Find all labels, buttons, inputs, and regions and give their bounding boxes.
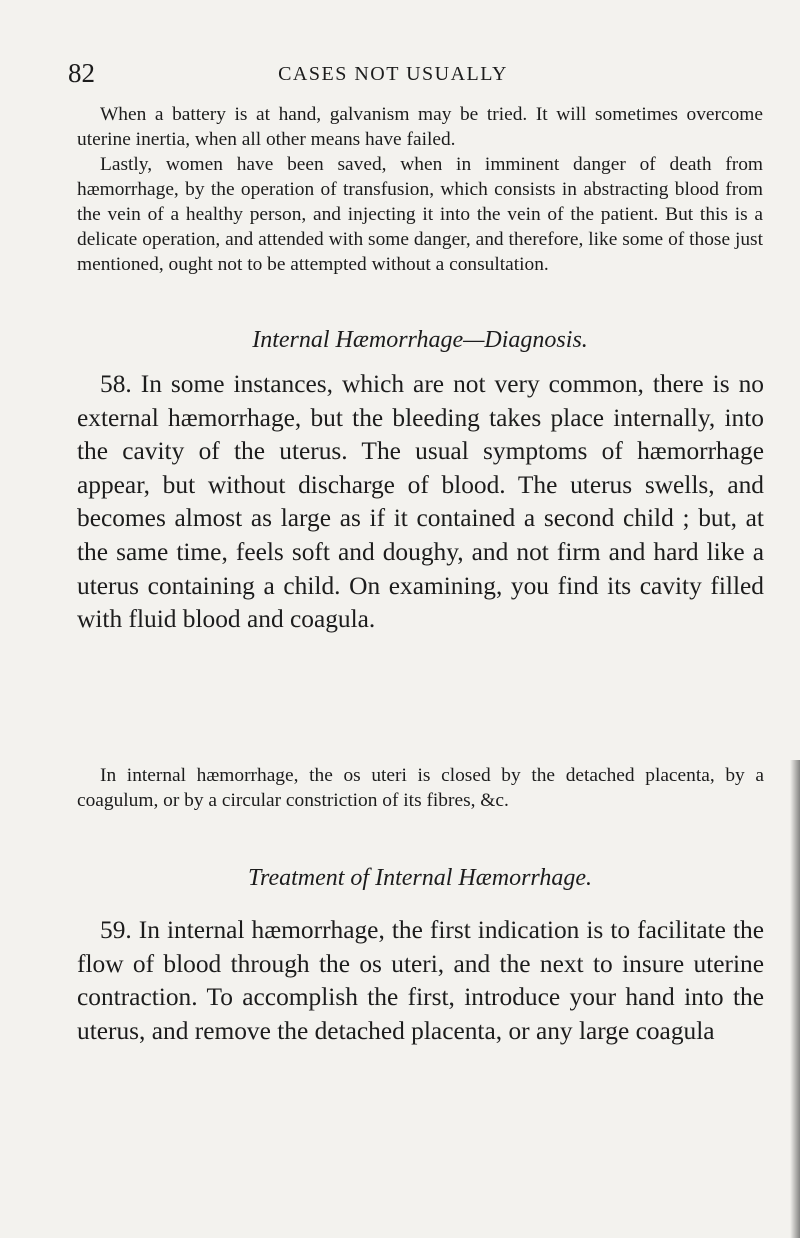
paragraph-58: 58. In some instances, which are not very common, there is no external hæmorrhage, but the bleeding takes place internally, into the cavity of the uterus. The usual symptoms of hæmorrhage appear, but without discharge of blood. The uterus swells, and becomes almost as large as if it contained a second child ; but, at the same time, feels soft and doughy, and not firm and hard like a uterus containing a child. On examining, you find its cavity filled with fluid blood and coagula. — [77, 370, 764, 634]
paragraph-galvanism: When a battery is at hand, galvanism may be tried. It will sometimes overcome uterine inertia, when all other means have failed. — [77, 104, 763, 150]
section-body-diagnosis — [77, 368, 764, 637]
page-number: 82 — [68, 58, 95, 88]
section-body-treatment — [77, 914, 764, 1048]
diagnosis-note — [77, 763, 764, 813]
running-head: CASES NOT USUALLY — [278, 63, 508, 85]
section-heading-treatment: Treatment of Internal Hæmorrhage. — [247, 865, 592, 891]
page-header — [68, 58, 768, 98]
page-edge-shadow — [790, 760, 800, 1238]
note-paragraph: In internal hæmorrhage, the os uteri is closed by the detached placenta, by a coagulum, or by a circular constriction of its fibres, &c. — [77, 765, 764, 811]
paragraph-transfusion: Lastly, women have been saved, when in imminent danger of death from hæmorrhage, by the operation of transfusion, which consists in abstracting blood from the vein of a healthy person, and injecting it into the vein of the patient. But this is a delicate operation, and attended with some danger, and therefore, like some of those just mentioned, ought not to be attempted without a consultation. — [77, 154, 763, 275]
section-heading-diagnosis: Internal Hæmorrhage—Diagnosis. — [252, 327, 588, 353]
intro-text — [77, 102, 763, 277]
paragraph-59: 59. In internal hæmorrhage, the first indication is to facilitate the flow of blood through the os uteri, and the next to insure uterine contraction. To accomplish the first, introduce your hand into the uterus, and remove the detached placenta, or any large coagula — [77, 916, 764, 1045]
